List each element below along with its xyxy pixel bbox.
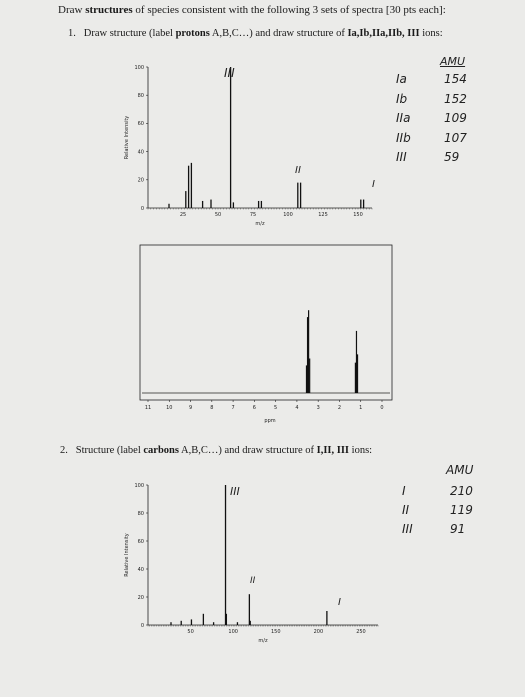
y-axis-label: Relative Intensity [124,533,130,577]
x-tick-label: 125 [318,212,328,218]
x-tick-label: 1 [359,405,363,411]
notes-1-value: 59 [444,150,460,164]
x-axis-label: m/z [255,221,265,227]
y-tick-label: 0 [140,622,144,629]
x-tick-label: 100 [283,212,293,218]
x-tick-label: 50 [187,629,194,635]
y-tick-label: 40 [137,566,144,573]
x-tick-label: 5 [274,405,278,411]
x-tick-label: 25 [179,212,187,218]
x-tick-label: 150 [271,629,281,635]
plot-frame [140,245,392,400]
peak-annotation: III [224,66,235,80]
y-tick-label: 80 [137,510,144,517]
question-1-text: 1. Draw structure (label protons A,B,C…) and draw structure of Ia,Ib,IIa,IIb, III ions: [68,28,443,39]
y-tick-label: 100 [134,482,144,489]
y-tick-label: 60 [137,538,144,545]
notes-1-label: Ia [396,72,407,86]
notes-2-value: 91 [450,522,466,536]
notes-2-value: 119 [450,503,473,517]
x-tick-label: 3 [316,405,320,411]
peak-annotation: III [230,485,240,498]
peak-annotation: II [295,165,301,176]
x-tick-label: 7 [231,405,235,411]
peak-annotation: I [338,597,341,608]
notes-1-label: IIa [396,111,411,125]
x-tick-label: 200 [313,629,324,635]
notes-2-label: III [402,522,413,536]
y-tick-label: 100 [134,64,144,71]
y-axis-label: Relative Intensity [124,115,130,160]
x-tick-label: 0 [380,405,384,411]
notes-1-label: IIb [396,130,411,145]
y-tick-label: 20 [137,177,144,184]
x-axis-label: m/z [258,638,268,644]
mass-spectrum-1 [120,55,380,230]
peak-annotation: II [250,576,256,586]
x-tick-label: 50 [214,212,222,218]
x-tick-label: 75 [249,212,257,218]
y-tick-label: 80 [137,93,144,99]
page-title: Draw structures of species consistent with the following 3 sets of spectra [30 pts each]: [58,4,446,16]
notes-1-label: Ib [396,91,408,106]
notes-1-header: AMU [440,55,466,68]
notes-2-label: II [402,503,410,517]
x-tick-label: 9 [188,405,193,411]
x-tick-label: 6 [252,405,256,411]
notes-2-value: 210 [450,484,473,498]
x-tick-label: 10 [166,405,173,411]
y-tick-label: 40 [137,149,144,156]
notes-2-label: I [402,484,406,498]
y-tick-label: 20 [137,594,144,601]
x-tick-label: 150 [353,212,363,218]
notes-1-label: III [396,150,407,164]
y-tick-label: 0 [140,205,144,212]
x-tick-label: 2 [337,405,342,411]
peak-annotation: I [372,179,375,190]
notes-1-value: 107 [444,130,467,145]
mass-spectrum-2 [120,475,390,655]
question-2-text: 2. Structure (label carbons A,B,C…) and draw structure of I,II, III ions: [60,445,373,456]
nmr-spectrum [110,235,400,430]
notes-1-value: 154 [444,72,467,86]
x-tick-label: 8 [210,405,214,411]
y-tick-label: 60 [137,121,144,128]
x-tick-label: 250 [356,629,366,635]
notes-1-value: 109 [444,111,467,125]
notes-1-value: 152 [444,91,467,106]
x-tick-label: 11 [144,405,152,411]
notes-2-header: AMU [446,463,474,477]
x-tick-label: 100 [228,629,238,635]
x-tick-label: 4 [295,405,299,411]
x-axis-label: ppm [264,418,276,424]
